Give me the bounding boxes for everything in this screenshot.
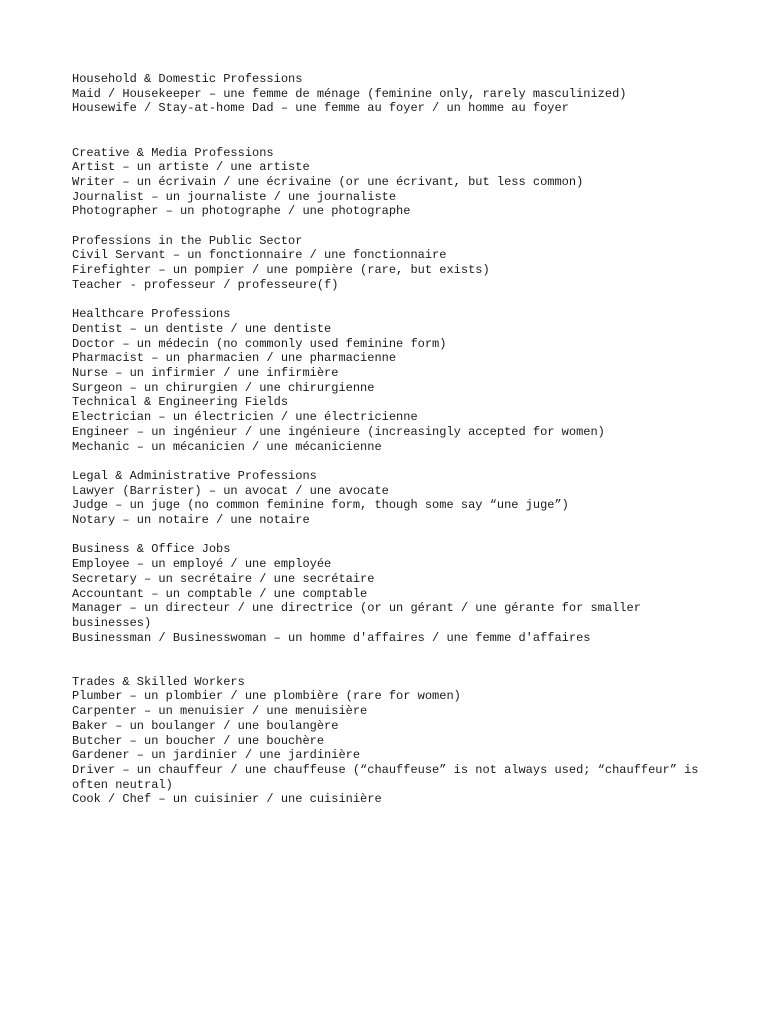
section-heading: Technical & Engineering Fields	[72, 395, 289, 410]
list-item: Accountant – un comptable / une comptable	[72, 586, 368, 601]
list-item: Driver – un chauffeur / une chauffeuse (“chauffeuse” is not always used; “chauffeur” is often neutral)	[72, 762, 706, 792]
list-item: Mechanic – un mécanicien / une mécanicienne	[72, 439, 382, 454]
list-item: Baker – un boulanger / une boulangère	[72, 718, 339, 733]
list-item: Manager – un directeur / une directrice (or un gérant / une gérante for smaller businesses)	[72, 601, 649, 630]
list-item: Teacher - professeur / professeure(f)	[72, 277, 339, 292]
blank-gap	[72, 293, 712, 308]
list-item: Writer – un écrivain / une écrivaine (or une écrivant, but less common)	[72, 174, 584, 189]
list-item: Plumber – un plombier / une plombière (rare for women)	[72, 689, 461, 704]
section-heading: Legal & Administrative Professions	[72, 468, 317, 483]
section-technical	[72, 395, 712, 454]
section-heading: Professions in the Public Sector	[72, 233, 303, 248]
blank-gap	[72, 116, 712, 145]
document-body	[72, 72, 712, 807]
list-item: Pharmacist – un pharmacien / une pharmacienne	[72, 351, 397, 366]
section-household	[72, 72, 712, 116]
blank-gap	[72, 645, 712, 674]
list-item: Nurse – un infirmier / une infirmière	[72, 366, 339, 381]
list-item: Firefighter – un pompier / une pompière (rare, but exists)	[72, 263, 490, 278]
section-healthcare	[72, 307, 712, 395]
list-item: Dentist – un dentiste / une dentiste	[72, 321, 332, 336]
blank-gap	[72, 219, 712, 234]
list-item: Surgeon – un chirurgien / une chirurgienne	[72, 380, 375, 395]
list-item: Butcher – un boucher / une bouchère	[72, 733, 325, 748]
list-item: Electrician – un électricien / une électricienne	[72, 410, 418, 425]
list-item: Notary – un notaire / une notaire	[72, 513, 310, 528]
section-heading: Creative & Media Professions	[72, 145, 274, 160]
list-item: Engineer – un ingénieur / une ingénieure (increasingly accepted for women)	[72, 424, 605, 439]
list-item: Employee – un employé / une employée	[72, 557, 332, 572]
list-item: Maid / Housekeeper – une femme de ménage (feminine only, rarely masculinized)	[72, 86, 627, 101]
blank-gap	[72, 528, 712, 543]
section-public-sector	[72, 234, 712, 293]
list-item: Carpenter – un menuisier / une menuisière	[72, 704, 368, 719]
list-item: Lawyer (Barrister) – un avocat / une avocate	[72, 483, 389, 498]
list-item: Businessman / Businesswoman – un homme d'affaires / une femme d'affaires	[72, 630, 591, 645]
section-legal	[72, 469, 712, 528]
list-item: Housewife / Stay-at-home Dad – une femme au foyer / un homme au foyer	[72, 101, 569, 116]
blank-gap	[72, 454, 712, 469]
list-item: Doctor – un médecin (no commonly used feminine form)	[72, 336, 447, 351]
section-heading: Household & Domestic Professions	[72, 72, 303, 86]
section-heading: Business & Office Jobs	[72, 542, 231, 557]
list-item: Artist – un artiste / une artiste	[72, 160, 310, 175]
list-item: Journalist – un journaliste / une journaliste	[72, 189, 397, 204]
section-business	[72, 542, 712, 645]
section-heading: Healthcare Professions	[72, 307, 231, 322]
list-item: Civil Servant – un fonctionnaire / une fonctionnaire	[72, 248, 447, 263]
section-trades	[72, 675, 712, 807]
section-creative	[72, 146, 712, 220]
list-item: Judge – un juge (no common feminine form, though some say “une juge”)	[72, 498, 569, 513]
list-item: Cook / Chef – un cuisinier / une cuisinière	[72, 792, 382, 807]
section-heading: Trades & Skilled Workers	[72, 674, 245, 689]
list-item: Secretary – un secrétaire / une secrétaire	[72, 571, 375, 586]
list-item: Gardener – un jardinier / une jardinière	[72, 748, 361, 763]
list-item: Photographer – un photographe / une photographe	[72, 204, 411, 219]
